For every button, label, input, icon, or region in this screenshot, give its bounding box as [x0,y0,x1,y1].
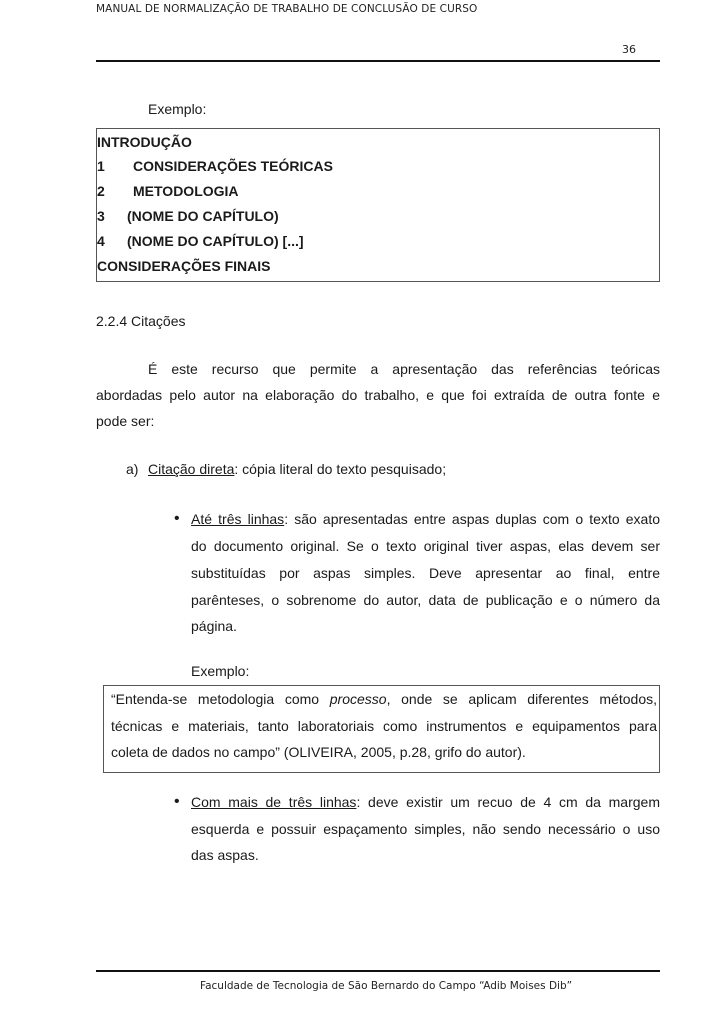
paragraph-line: É este recurso que permite a apresentação das referências teóricas [148,361,660,377]
quote-line: coleta de dados no campo” (OLIVEIRA, 2005, p.28, grifo do autor). [111,744,526,760]
paragraph-line: abordadas pelo autor na elaboração do trabalho, e que foi extraída de outra fonte e [96,387,660,403]
header-rule [96,60,660,62]
footer-rule [96,970,660,972]
item-a-rest: : cópia literal do texto pesquisado; [234,461,447,477]
paragraph-line: parênteses, o sobrenome do autor, data de publicação e o número da [191,592,660,608]
chapter-number: 2 [97,183,105,199]
bullet-icon: • [174,510,180,527]
chapter-title: (NOME DO CAPÍTULO) [127,208,279,224]
quote-text: , onde se aplicam diferentes métodos, [386,691,658,707]
chapter-title: (NOME DO CAPÍTULO) [...] [127,233,304,249]
bullet1-term: Até três linhas [191,511,285,527]
quote-text: “Entenda-se metodologia como [111,691,330,707]
item-a-marker: a) [126,461,139,477]
chapter-title: METODOLOGIA [133,183,239,199]
paragraph-line: do documento original. Se o texto original tiver aspas, elas devem ser [191,538,660,554]
bullet1-first-line [191,510,660,528]
paragraph-line: esquerda e possuir espaçamento simples, não sendo necessário o uso [191,821,660,837]
paragraph-line: das aspas. [191,847,259,863]
quote-italic-term: processo [329,691,387,707]
header-title: MANUAL DE NORMALIZAÇÃO DE TRABALHO DE CONCLUSÃO DE CURSO [96,3,478,15]
page-number: 36 [622,43,636,56]
chapter-number: 3 [97,208,105,224]
quote-line [111,690,657,708]
footer-text: Faculdade de Tecnologia de São Bernardo do Campo “Adib Moises Dib” [200,980,573,992]
bullet-icon: • [174,793,180,810]
paragraph-line: página. [191,618,237,634]
paragraph-line: substituídas por aspas simples. Deve apresentar ao final, entre [191,565,660,581]
bullet2-term: Com mais de três linhas [191,794,357,810]
chapter-number: 4 [97,233,105,249]
example-box-chapters [96,128,660,282]
quote-line: técnicas e materiais, tanto laboratoriais como instrumentos e equipamentos para [111,718,657,734]
chapter-title: CONSIDERAÇÕES FINAIS [97,258,271,274]
chapter-title: CONSIDERAÇÕES TEÓRICAS [133,158,333,174]
bullet1-rest: : são apresentadas entre aspas duplas com o texto exato [284,511,660,527]
example-label: Exemplo: [148,101,207,117]
paragraph-line: pode ser: [96,413,155,429]
section-heading: 2.2.4 Citações [96,313,186,329]
item-a-text [148,460,446,478]
bullet2-rest: : deve existir um recuo de 4 cm da margem [356,794,660,810]
item-a-term: Citação direta [148,461,235,477]
bullet2-first-line [191,793,660,811]
chapter-number: 1 [97,158,105,174]
example-label: Exemplo: [191,663,250,679]
chapter-title: INTRODUÇÃO [97,134,192,150]
